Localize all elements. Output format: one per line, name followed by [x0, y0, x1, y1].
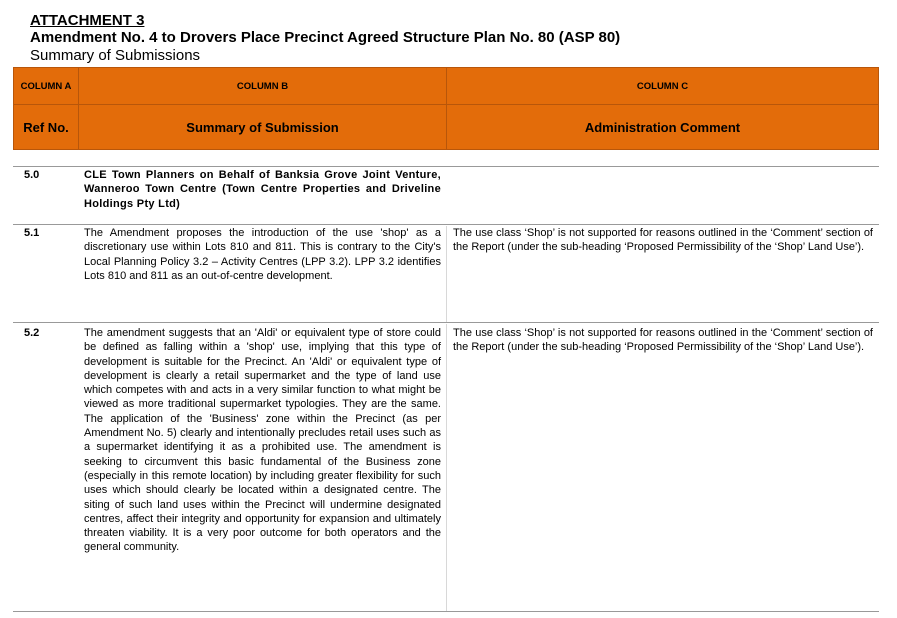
row-divider [13, 611, 879, 612]
document-header [30, 12, 620, 65]
column-a-heading: COLUMN A [20, 80, 72, 92]
submitter-name: CLE Town Planners on Behalf of Banksia Grove Joint Venture, Wanneroo Town Centre (Town Centre Properties and Driveline Holdings Pty Ltd) [84, 169, 441, 210]
header-divider [78, 68, 79, 149]
admin-comment-heading: Administration Comment [584, 119, 741, 135]
ref-no-heading: Ref No. [23, 119, 69, 135]
row-divider [13, 322, 879, 323]
amendment-title: Amendment No. 4 to Drovers Place Precinct Agreed Structure Plan No. 80 (ASP 80) [30, 29, 621, 46]
column-c-heading: COLUMN C [636, 80, 689, 92]
ref-number: 5.2 [24, 327, 40, 339]
document-subtitle: Summary of Submissions [30, 47, 201, 64]
table-header [13, 67, 879, 150]
attachment-label: ATTACHMENT 3 [30, 12, 145, 29]
column-divider [446, 226, 447, 322]
column-divider [446, 324, 447, 611]
row-divider [13, 166, 879, 167]
ref-number: 5.1 [24, 227, 40, 239]
submission-summary: The Amendment proposes the introduction of the use 'shop' as a discretionary use within Lots 810 and 811. This is contrary to the City's Local Planning Policy 3.2 – Activity Centres (LPP 3.2). LPP 3.2 identifies Lots 810 and 811 as an out-of-centre development. [84, 227, 441, 282]
column-b-heading: COLUMN B [236, 80, 289, 92]
administration-comment: The use class ‘Shop’ is not supported for reasons outlined in the ‘Comment’ section of the Report (under the sub-heading ‘Proposed Permissibility of the ‘Shop’ Land Use’). [453, 227, 873, 254]
ref-number: 5.0 [24, 169, 40, 181]
submission-summary: The amendment suggests that an 'Aldi' or equivalent type of store could be defined as falling within a 'shop' use, implying that this type of development is suitable for the Precinct. An 'Aldi' or equivalent type of development is clearly a retail supermarket and the type of land use which competes with and acts in a very similar function to what might be viewed as more traditional supermarket typologies. They are the same. The application of the 'Business' zone within the Precinct (as per Amendment No. 5) clearly and intentionally precludes retail uses such as a supermarket identifying it as a prohibited use. The amendment is seeking to circumvent this basic fundamental of the Business zone (especially in this remote location) by including greater flexibility for such uses which should clearly be located within a designated centre. The siting of such land uses within the Precinct will undermine designated centres, affect their integrity and opportunity for expansion and ultimately threaten viability. It is a very poor outcome for both operators and the general community. [84, 327, 441, 554]
administration-comment: The use class ‘Shop’ is not supported for reasons outlined in the ‘Comment’ section of the Report (under the sub-heading ‘Proposed Permissibility of the ‘Shop’ Land Use’). [453, 327, 873, 354]
row-divider [13, 224, 879, 225]
summary-heading: Summary of Submission [186, 119, 339, 135]
header-divider [446, 68, 447, 149]
header-divider [14, 104, 878, 105]
